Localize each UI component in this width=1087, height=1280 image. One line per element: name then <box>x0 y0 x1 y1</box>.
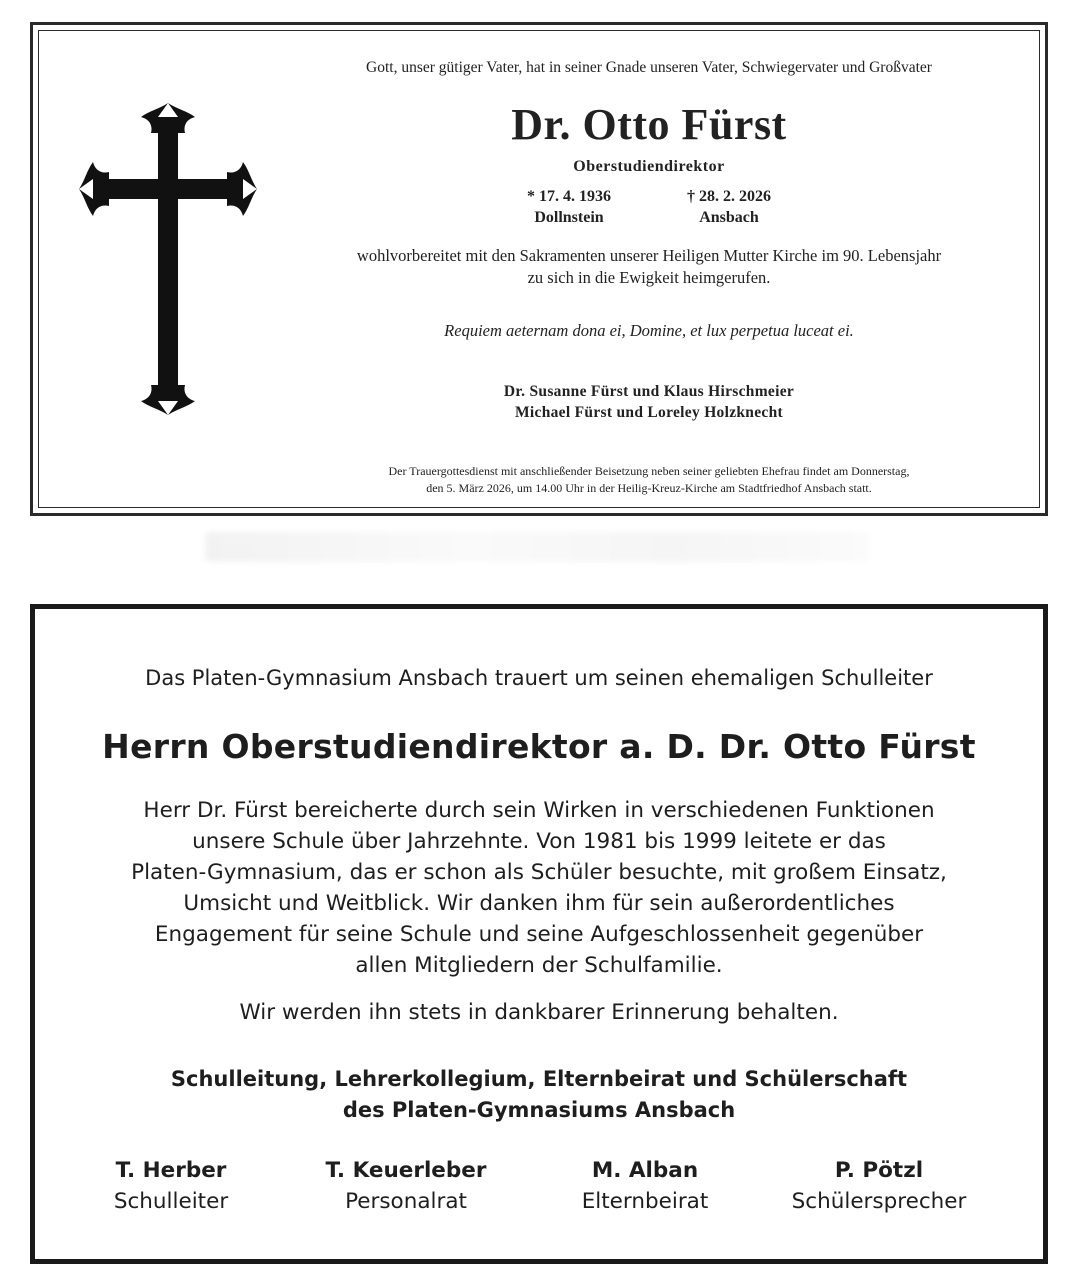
tribute-line: allen Mitgliedern der Schulfamilie. <box>355 953 723 978</box>
service-line: Der Trauergottesdienst mit anschließender Beisetzung neben seiner geliebten Ehefrau findet am Donnerstag, <box>388 464 910 478</box>
school-death-notice <box>30 604 1048 1264</box>
tribute-line: Engagement für seine Schule und seine Aufgeschlossenheit gegenüber <box>154 922 924 947</box>
honoree-name: Herrn Oberstudiendirektor a. D. Dr. Otto Fürst <box>102 727 976 766</box>
signer-name: P. Pötzl <box>834 1158 924 1183</box>
scan-bleed-through <box>205 532 870 562</box>
body-line: zu sich in die Ewigkeit heimgerufen. <box>527 268 771 287</box>
signer-role: Elternbeirat <box>581 1189 709 1214</box>
tribute-line: Platen-Gymnasium, das er schon als Schüler besuchte, mit großem Einsatz, <box>131 860 947 885</box>
birth-info <box>489 186 649 228</box>
body-line: wohlvorbereitet mit den Sakramenten unserer Heiligen Mutter Kirche im 90. Lebensjahr <box>356 246 942 265</box>
notice-intro: Gott, unser gütiger Vater, hat in seiner Gnade unseren Vater, Schwiegervater und Großvater <box>366 59 932 76</box>
death-info <box>649 186 809 228</box>
signer <box>51 1155 291 1217</box>
signature-line: des Platen-Gymnasiums Ansbach <box>342 1098 736 1122</box>
deceased-title: Oberstudiendirektor <box>573 158 725 175</box>
signer <box>525 1155 765 1217</box>
signer-role: Schülersprecher <box>791 1189 967 1214</box>
signer-name: M. Alban <box>591 1158 699 1183</box>
death-date: † 28. 2. 2026 <box>687 188 771 205</box>
signer <box>286 1155 526 1217</box>
signature-line: Schulleitung, Lehrerkollegium, Elternbeirat und Schülerschaft <box>170 1067 908 1091</box>
notice-inner-border <box>38 30 1040 508</box>
tribute-line: Herr Dr. Fürst bereicherte durch sein Wirken in verschiedenen Funktionen <box>143 798 935 823</box>
signer-role: Personalrat <box>345 1189 467 1214</box>
signer-role: Schulleiter <box>113 1189 229 1214</box>
signer-name: T. Herber <box>115 1158 227 1183</box>
family-death-notice <box>30 22 1048 516</box>
service-line: den 5. März 2026, um 14.00 Uhr in der Heilig-Kreuz-Kirche am Stadtfriedhof Ansbach statt. <box>426 481 872 495</box>
school-signature <box>55 1064 1023 1126</box>
deceased-name: Dr. Otto Fürst <box>511 100 787 149</box>
funeral-service-info <box>289 463 1009 497</box>
latin-cross-icon <box>79 103 257 415</box>
signatory-line: Michael Fürst und Loreley Holzknecht <box>515 404 783 421</box>
birth-place: Dollnstein <box>534 209 604 226</box>
family-signatories <box>289 381 1009 423</box>
signer-name: T. Keuerleber <box>325 1158 487 1183</box>
death-place: Ansbach <box>699 209 759 226</box>
signatory-line: Dr. Susanne Fürst und Klaus Hirschmeier <box>503 383 795 400</box>
tribute-line: unsere Schule über Jahrzehnte. Von 1981 bis 1999 leitete er das <box>192 829 886 854</box>
latin-prayer: Requiem aeternam dona ei, Domine, et lux perpetua luceat ei. <box>444 321 854 340</box>
notice-body <box>289 245 1009 289</box>
tribute-line: Umsicht und Weitblick. Wir danken ihm für sein außerordentliches <box>183 891 895 916</box>
remembrance-line: Wir werden ihn stets in dankbarer Erinnerung behalten. <box>239 1000 839 1025</box>
school-intro: Das Platen-Gymnasium Ansbach trauert um seinen ehemaligen Schulleiter <box>145 666 933 690</box>
life-dates <box>489 186 809 232</box>
signers-row <box>35 1155 1043 1225</box>
tribute-text <box>55 795 1023 981</box>
signer <box>759 1155 999 1217</box>
birth-date: * 17. 4. 1936 <box>527 188 611 205</box>
